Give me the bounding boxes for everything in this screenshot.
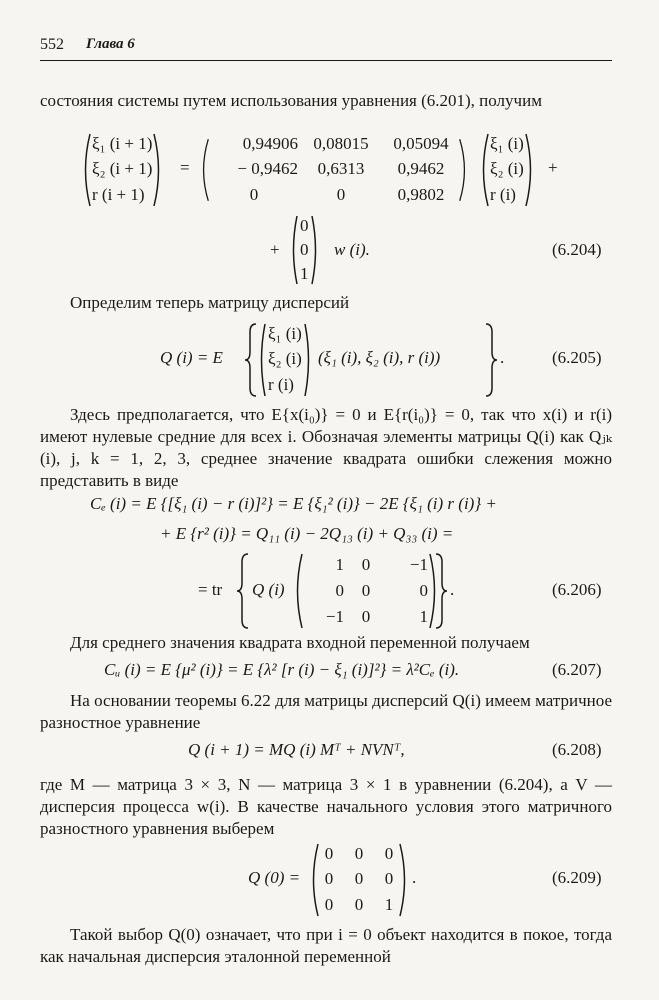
vector-cell: r (i) xyxy=(268,374,294,394)
input-cell: 0 xyxy=(300,216,309,235)
input-cell: 0 xyxy=(300,240,309,259)
weight-matrix xyxy=(292,552,440,630)
matrix-cell: 1 xyxy=(384,894,394,914)
equation-6-207 xyxy=(0,660,659,686)
matrix-cell: 0 xyxy=(419,581,428,600)
state-cell: ξ₁ (i) xyxy=(490,134,524,153)
matrix-cell: 1 xyxy=(335,555,344,574)
matrix-cell: 0 xyxy=(324,844,334,863)
matrix-cell: − 0,9462 xyxy=(237,159,298,179)
matrix-cell: 0 xyxy=(324,869,334,889)
row-vector: (ξ₁ (i), ξ₂ (i), r (i)) xyxy=(318,348,441,367)
equation-number: (6.204) xyxy=(552,240,602,259)
matrix-cell: 0,08015 xyxy=(313,134,369,153)
state-cell: ξ₂ (i) xyxy=(490,159,524,179)
matrix-cell: 0 xyxy=(249,184,259,204)
lhs-cell: ξ₁ (i + 1) xyxy=(92,134,153,153)
left-paren xyxy=(256,322,268,398)
lhs-vector xyxy=(80,132,164,208)
paragraph-5: На основании теоремы 6.22 для матрицы дисперсий Q(i) имеем матричное разностное уравнение xyxy=(40,691,612,732)
left-paren xyxy=(308,842,320,918)
period: . xyxy=(500,348,505,367)
matrix-cell: 0 xyxy=(384,869,394,889)
plus-sign: + xyxy=(548,158,558,177)
paragraph-3: Здесь предполагается, что E{x(i₀)} = 0 и E{r(i₀)} = 0, так что x(i) и r(i) имеют нулевые средние для всех i. Обозначая элементы матрицы Q(i) как Qⱼₖ (i), j, k = 1, 2, 3, среднее значение квадрата ошибки слежения можно представить в виде xyxy=(40,405,612,490)
eq209-lhs: Q (0) = xyxy=(248,868,301,887)
matrix-cell: 0 xyxy=(336,184,346,204)
eq206-line1: Cₑ (i) = E {[ξ₁ (i) − r (i)]²} = E {ξ₁² (i)} − 2E {ξ₁ (i) r (i)} + xyxy=(90,494,497,513)
paragraph-6: где M — матрица 3 × 3, N — матрица 3 × 1 в уравнении (6.204), а V — дисперсия процесса w(i). В качестве начального условия этого матричного разностного уравнения выберем xyxy=(40,775,612,838)
matrix-cell: −1 xyxy=(325,607,344,626)
matrix-cell: 0,6313 xyxy=(317,159,365,179)
lhs-cell: r (i + 1) xyxy=(92,184,145,204)
paragraph-4: Для среднего значения квадрата входной переменной получаем xyxy=(70,633,530,652)
right-paren xyxy=(309,214,321,286)
equation-number: (6.208) xyxy=(552,740,602,759)
plus-sign: + xyxy=(270,240,280,259)
right-brace xyxy=(434,552,448,630)
equation-6-209 xyxy=(0,842,659,918)
column-vector xyxy=(256,322,314,398)
chapter-title: Глава 6 xyxy=(86,36,135,52)
state-cell: r (i) xyxy=(490,184,516,204)
matrix-cell: 0 xyxy=(335,581,344,600)
q-of-i: Q (i) xyxy=(252,580,285,599)
state-vector xyxy=(478,132,536,208)
input-vector xyxy=(288,214,321,286)
equals-sign: = xyxy=(180,158,190,177)
period: . xyxy=(412,868,417,887)
right-paren xyxy=(458,132,470,208)
left-brace xyxy=(236,552,250,630)
initial-matrix xyxy=(308,842,410,918)
equation-number: (6.206) xyxy=(552,580,602,599)
matrix-cell: 0 xyxy=(361,581,371,600)
noise-term: w (i). xyxy=(334,240,370,259)
page-number: 552 xyxy=(40,36,64,53)
matrix-cell: 0,05094 xyxy=(393,134,449,153)
eq208-body: Q (i + 1) = MQ (i) Mᵀ + NVNᵀ, xyxy=(188,740,405,759)
matrix-cell: 0 xyxy=(324,894,334,914)
paragraph-7: Такой выбор Q(0) означает, что при i = 0 объект находится в покое, тогда как начальная дисперсия эталонной переменной xyxy=(40,925,612,966)
left-paren xyxy=(198,132,210,208)
right-paren xyxy=(524,132,536,208)
equation-number: (6.207) xyxy=(552,660,602,679)
matrix-cell: 0,94906 xyxy=(242,134,298,153)
left-paren xyxy=(478,132,490,208)
vector-cell: ξ₁ (i) xyxy=(268,324,302,343)
eq205-lhs: Q (i) = E xyxy=(160,348,223,367)
matrix-cell: −1 xyxy=(409,555,428,574)
left-paren xyxy=(80,132,92,208)
input-cell: 1 xyxy=(300,264,309,283)
right-paren xyxy=(302,322,314,398)
vector-cell: ξ₂ (i) xyxy=(268,349,302,369)
paragraph-1: состояния системы путем использования уравнения (6.201), получим xyxy=(40,91,542,110)
left-paren xyxy=(288,214,300,286)
equation-6-204 xyxy=(0,132,659,282)
matrix-cell: 0 xyxy=(354,844,364,863)
right-paren xyxy=(152,132,164,208)
period: . xyxy=(450,580,455,599)
eq206-line2: + E {r² (i)} = Q₁₁ (i) − 2Q₁₃ (i) + Q₃₃ (i) = xyxy=(160,524,454,543)
right-paren xyxy=(398,842,410,918)
matrix-cell: 0 xyxy=(384,844,394,863)
equation-6-206 xyxy=(0,494,659,634)
matrix-cell: 0,9462 xyxy=(397,159,445,179)
matrix-A xyxy=(198,132,470,208)
matrix-cell: 0 xyxy=(354,869,364,889)
matrix-cell: 0 xyxy=(361,607,371,626)
trace-operator: = tr xyxy=(198,580,223,599)
lhs-cell: ξ₂ (i + 1) xyxy=(92,159,153,179)
matrix-cell: 0 xyxy=(361,555,371,574)
matrix-cell: 1 xyxy=(419,607,428,626)
matrix-cell: 0 xyxy=(354,894,364,914)
equation-6-205 xyxy=(0,322,659,398)
left-paren xyxy=(292,552,304,630)
equation-number: (6.209) xyxy=(552,868,602,887)
header-rule xyxy=(40,60,612,61)
right-brace xyxy=(484,322,498,398)
equation-number: (6.205) xyxy=(552,348,602,367)
matrix-cell: 0,9802 xyxy=(397,184,445,204)
page-header xyxy=(40,36,610,62)
eq207-body: Cᵤ (i) = E {μ² (i)} = E {λ² [r (i) − ξ₁ (i)]²} = λ²Cₑ (i). xyxy=(104,660,460,679)
paragraph-2: Определим теперь матрицу дисперсий xyxy=(70,293,350,312)
equation-6-208 xyxy=(0,740,659,766)
